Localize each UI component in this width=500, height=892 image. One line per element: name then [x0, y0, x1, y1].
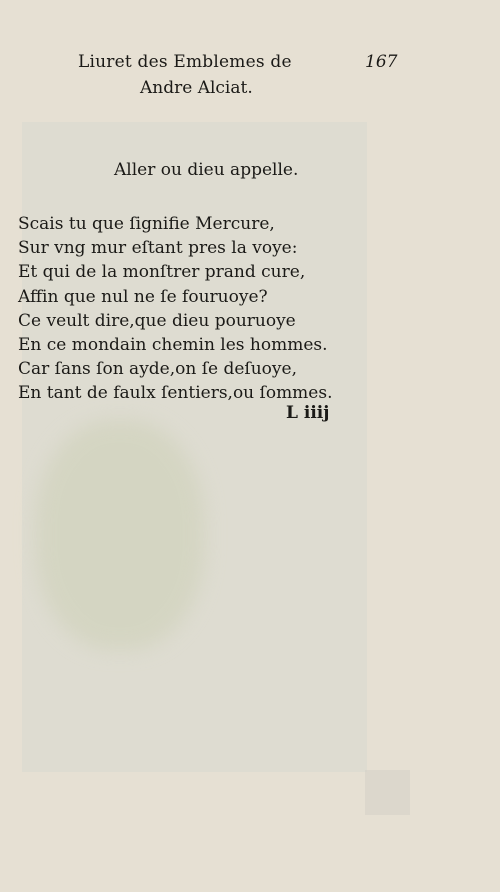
verse-line: En ce mondain chemin les hommes.: [18, 335, 328, 356]
verse-line: Sur vng mur eſtant pres la voye:: [18, 238, 298, 259]
paper-stain: [365, 770, 410, 815]
verse-line: En tant de faulx ſentiers,ou ſommes.: [18, 383, 333, 404]
running-head-line-1: Liuret des Emblemes de: [78, 52, 292, 72]
verse-line: Et qui de la monſtrer prand cure,: [18, 262, 306, 283]
verse-line: Scais tu que ſignifie Mercure,: [18, 214, 275, 234]
verse-block: [18, 212, 378, 406]
verse-line: Car ſans ſon ayde,on ſe deſuoye,: [18, 359, 297, 380]
running-head-line-2: Andre Alciat.: [140, 78, 253, 98]
signature-mark: L iiij: [286, 403, 330, 423]
paper-stain: [35, 420, 205, 650]
running-head: [0, 52, 500, 112]
page-number: 167: [365, 52, 398, 72]
verse-line: Ce veult dire,que dieu pouruoye: [18, 310, 296, 331]
emblem-title: Aller ou dieu appelle.: [114, 160, 299, 180]
verse-line: Affin que nul ne ſe fouruoye?: [18, 286, 268, 307]
